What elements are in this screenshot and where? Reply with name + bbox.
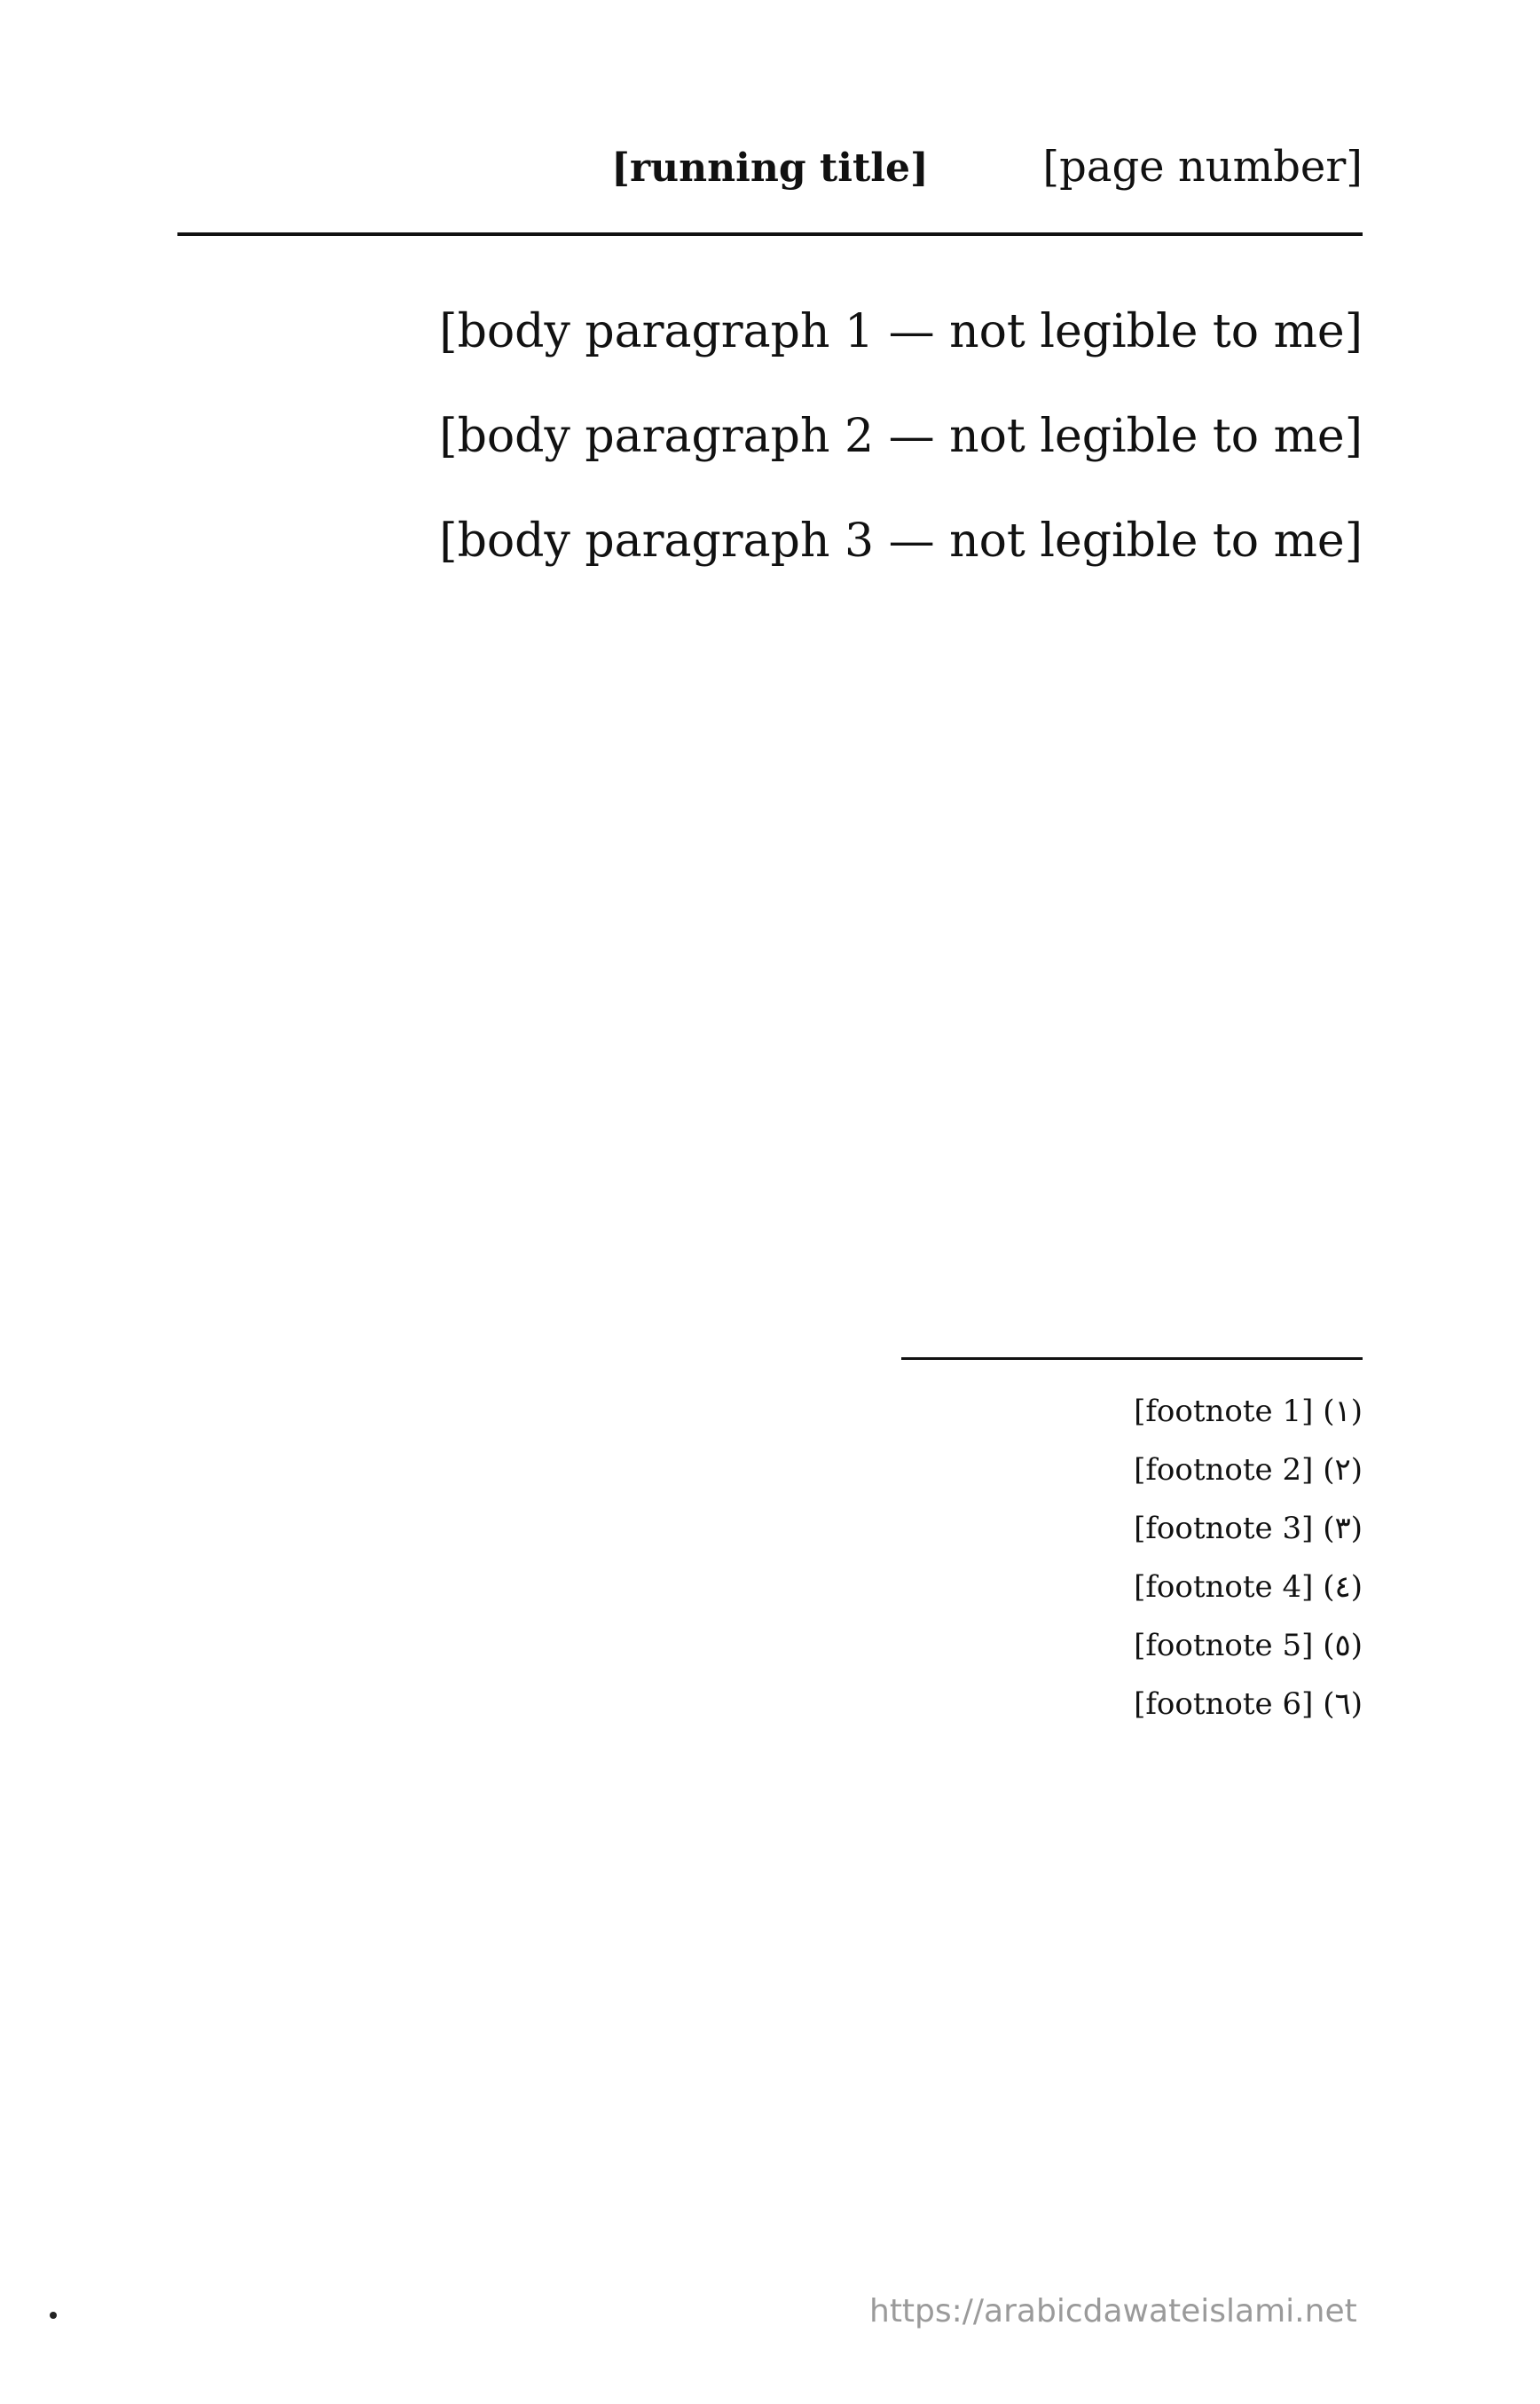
body-text <box>177 284 1363 598</box>
footnote-1: (١) [footnote 1] <box>1134 1394 1363 1429</box>
body-paragraph: [body paragraph 3 — not legible to me] <box>439 515 1363 568</box>
page-header <box>177 133 1363 231</box>
page-mark <box>50 2312 57 2319</box>
footnotes <box>177 1384 1363 1735</box>
footnote-rule <box>901 1357 1363 1360</box>
footnote-4: (٤) [footnote 4] <box>1134 1569 1363 1605</box>
footnote-2: (٢) [footnote 2] <box>1134 1452 1363 1488</box>
body-paragraph: [body paragraph 1 — not legible to me] <box>439 305 1363 358</box>
page-number: [page number] <box>1042 142 1363 192</box>
body-paragraph: [body paragraph 2 — not legible to me] <box>439 410 1363 463</box>
watermark-url: https://arabicdawateislami.net <box>869 2293 1357 2329</box>
footnote-5: (٥) [footnote 5] <box>1134 1628 1363 1663</box>
footnote-3: (٣) [footnote 3] <box>1134 1511 1363 1546</box>
header-rule <box>177 232 1363 236</box>
running-title: [running title] <box>611 145 929 191</box>
footnote-6: (٦) [footnote 6] <box>1134 1686 1363 1722</box>
